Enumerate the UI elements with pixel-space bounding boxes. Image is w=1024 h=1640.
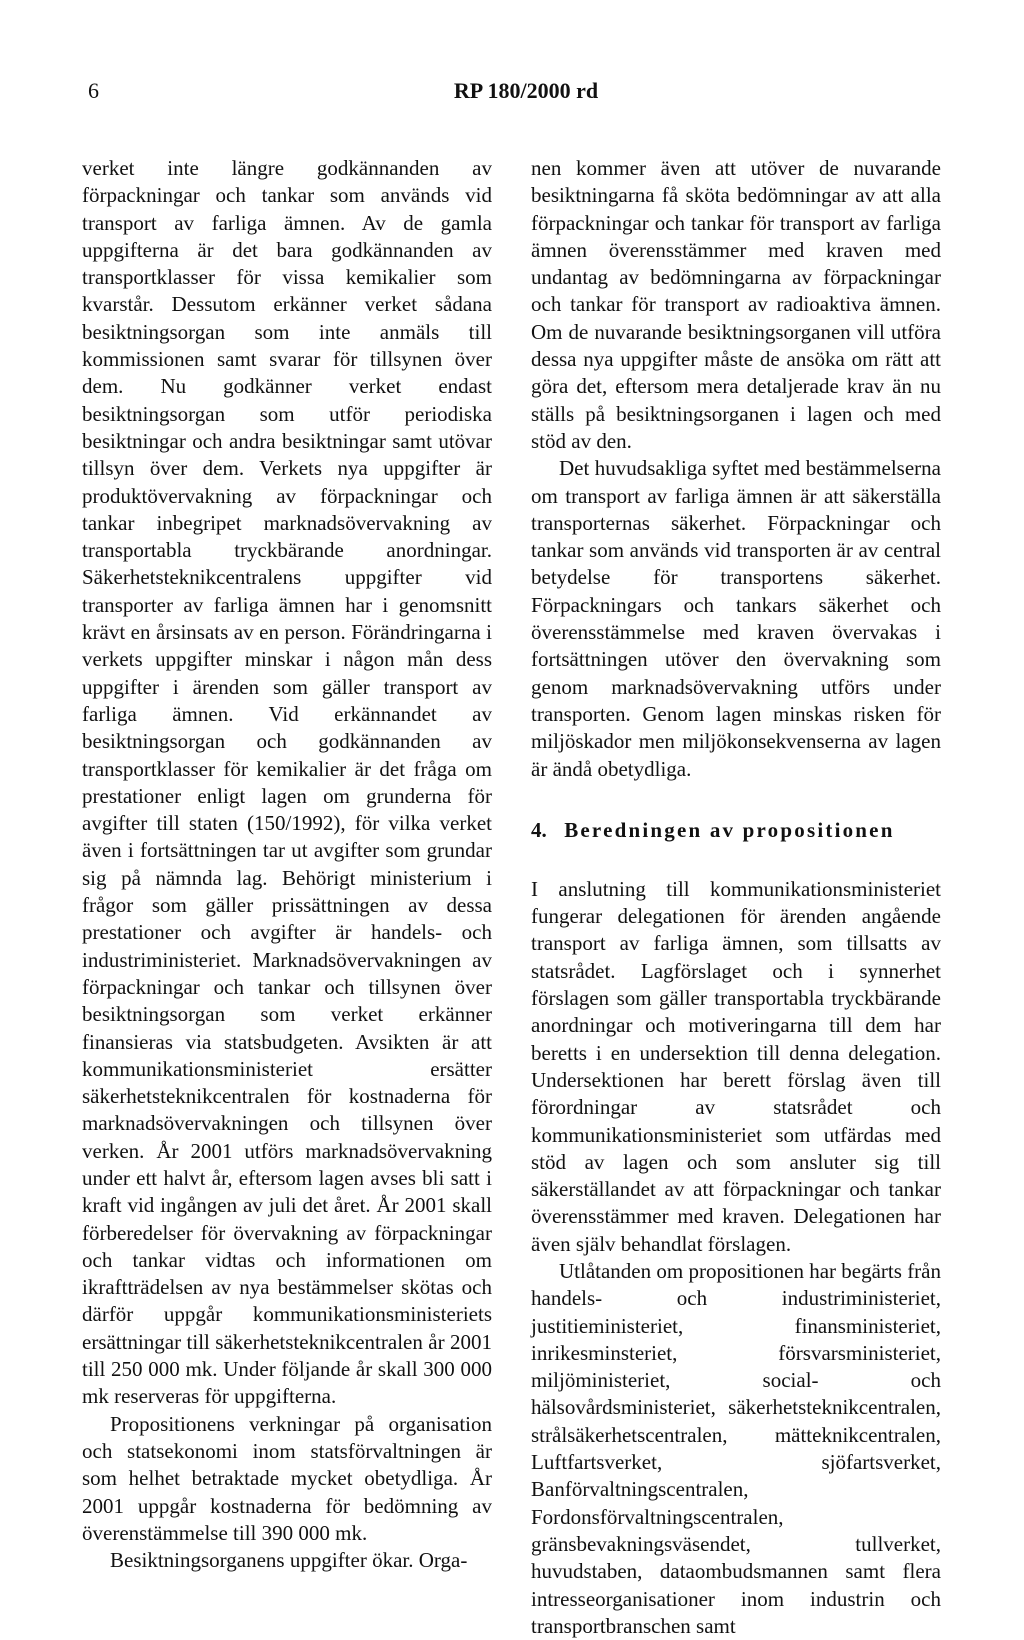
section-number: 4.	[531, 817, 547, 842]
running-title: RP 180/2000 rd	[453, 78, 599, 103]
body-paragraph: Det huvudsakliga syftet med bestämmelserna om transport av farliga ämnen är att säkerställa transporternas säkerhet. Förpackningar och tankar som används vid transporten är av central betydelse för transportens säkerhet. Förpackningars och tankars säkerhet och överensstämmelse med kraven övervakas i fortsättningen utöver den övervakning som genom marknadsövervakning utförs under transporten. Genom lagen minskas risken för miljöskador men miljökonsekvenserna av lagen är ändå obetydliga.	[531, 456, 941, 781]
page-header	[88, 78, 964, 108]
body-paragraph: Utlåtanden om propositionen har begärts från handels- och industriministeriet, justitieministeriet, finansministeriet, inrikesminsteriet, försvarsministeriet, miljöministeriet, social- och hälsovårdsministeriet, säkerhetsteknikcentralen, strålsäkerhetscentralen, mätteknikcentralen, Luftfartsverket, sjöfartsverket, Banförvaltningscentralen, Fordonsförvaltningscentralen, gränsbevakningsväsendet, tullverket, huvudstaben, dataombudsmannen samt flera intresseorganisationer inom industrin och transportbranschen samt	[531, 1258, 941, 1638]
right-column	[531, 155, 941, 1640]
body-paragraph: verket inte längre godkännanden av förpackningar och tankar som används vid transport av farliga ämnen. Av de gamla uppgifterna är det bara godkännanden av transportklasser för vissa kemikalier som kvarstår. Dessutom erkänner verket sådana besiktningsorgan som inte anmäls till kommissionen samt svarar för tillsynen över dem. Nu godkänner verket endast besiktningsorgan som utför periodiska besiktningar och andra besiktningar samt utövar tillsyn över dem. Verkets nya uppgifter är produktövervakning av förpackningar och tankar inbegripet marknadsövervakning av transportabla tryckbärande anordningar. Säkerhetsteknikcentralens uppgifter vid transporter av farliga ämnen har i genomsnitt krävt en årsinsats av en person. Förändringarna i verkets uppgifter minskar i någon mån dess uppgifter i ärenden som gäller transport av farliga ämnen. Vid erkännandet av besiktningsorgan och godkännanden av transportklasser för kemikalier är det fråga om prestationer enligt lagen om grunderna för avgifter till staten (150/1992), för vilka verket även i fortsättningen tar ut avgifter som grundar sig på nämnda lag. Behörigt ministerium i frågor som gäller prissättningen av dessa prestationer och avgifter är handels- och industriministeriet. Marknadsövervakningen av förpackningar och tankar och tillsynen över besiktningsorgan som verket erkänner finansieras via statsbudgeten. Avsikten är att kommunikationsministeriet ersätter säkerhetsteknikcentralen för kostnaderna för marknadsövervakningen och tillsynen över verken. År 2001 utförs marknadsövervakning under ett halvt år, eftersom lagen avses bli satt i kraft vid ingången av juli det året. År 2001 skall förberedelser för övervakning av förpackningar och tankar vidtas och informationen om ikraftträdelsen av nya bestämmelser skötas och därför uppgår kommunikationsministeriets ersättningar till säkerhetsteknikcentralen år 2001 till 250 000 mk. Under följande år skall 300 000 mk reserveras för uppgifterna.	[82, 156, 492, 1409]
section-heading	[531, 817, 941, 844]
body-paragraph: Besiktningsorganens uppgifter ökar. Orga-	[110, 1548, 468, 1573]
body-paragraph: Propositionens verkningar på organisation och statsekonomi inom statsförvaltningen är som helhet betraktade mycket obetydliga. År 2001 uppgår kostnaderna för bedömning av överenstämmelse till 390 000 mk.	[82, 1411, 492, 1545]
body-paragraph: I anslutning till kommunikationsministeriet fungerar delegationen för ärenden angående transport av farliga ämnen, som tillsatts av statsrådet. Lagförslaget och i synnerhet förslagen som gäller transportabla tryckbärande anordningar och motiveringarna till dem har beretts i en undersektion till denna delegation. Undersektionen har berett förslag även till förordningar av statsrådet och kommunikationsministeriet som utfärdas med stöd av lagen och som ansluter sig till säkerställandet av att förpackningar och tankar överensstämmer med kraven. Delegationen har även själv behandlat förslagen.	[531, 876, 941, 1256]
section-title: Beredningen av propositionen	[564, 817, 895, 842]
left-column	[82, 155, 492, 1574]
page-number: 6	[88, 78, 99, 103]
body-paragraph: nen kommer även att utöver de nuvarande besiktningarna få sköta bedömningar av att alla förpackningar och tankar för transport av farliga ämnen överensstämmer med kraven med undantag av bedömningarna av förpackningar och tankar för transport av radioaktiva ämnen. Om de nuvarande besiktningsorganen vill utföra dessa nya uppgifter måste de ansöka om rätt att göra det, eftersom mera detaljerade krav än nu ställs på besiktningsorganen i lagen och med stöd av den.	[531, 156, 941, 453]
